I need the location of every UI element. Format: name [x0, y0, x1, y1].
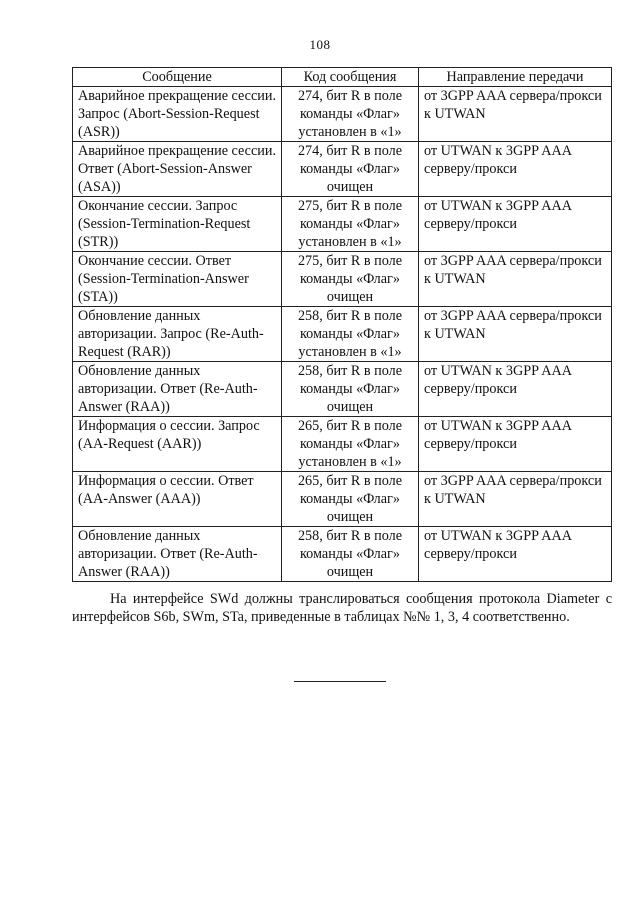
table-row: [73, 362, 612, 417]
direction-cell: от 3GPP AAA сервера/прокси к UTWAN: [419, 307, 612, 362]
message-cell: Информация о сессии. Ответ (AA-Answer (AAA)): [73, 472, 282, 527]
table-row: [73, 87, 612, 142]
code-cell: 274, бит R в поле команды «Флаг» установлен в «1»: [282, 87, 419, 142]
diameter-messages-table: [72, 67, 612, 582]
code-cell: 258, бит R в поле команды «Флаг» очищен: [282, 527, 419, 582]
code-cell: 265, бит R в поле команды «Флаг» установлен в «1»: [282, 417, 419, 472]
message-cell: Окончание сессии. Ответ (Session-Termination-Answer (STA)): [73, 252, 282, 307]
direction-cell: от 3GPP AAA сервера/прокси к UTWAN: [419, 472, 612, 527]
table-row: [73, 472, 612, 527]
page-number: 108: [309, 37, 331, 52]
message-cell: Аварийное прекращение сессии. Запрос (Abort-Session-Request (ASR)): [73, 87, 282, 142]
direction-cell: от UTWAN к 3GPP AAA серверу/прокси: [419, 527, 612, 582]
header-code: Код сообщения: [282, 68, 419, 87]
direction-cell: от 3GPP AAA сервера/прокси к UTWAN: [419, 252, 612, 307]
body-paragraph: На интерфейсе SWd должны транслироваться сообщения протокола Diameter с интерфейсов S6b, SWm, STa, приведенные в таблицах №№ 1, 3, 4 соответственно.: [72, 591, 612, 625]
table-row: [73, 252, 612, 307]
table-row: [73, 417, 612, 472]
direction-cell: от UTWAN к 3GPP AAA серверу/прокси: [419, 197, 612, 252]
table-row: [73, 197, 612, 252]
message-cell: Обновление данных авторизации. Ответ (Re-Auth-Answer (RAA)): [73, 527, 282, 582]
direction-cell: от 3GPP AAA сервера/прокси к UTWAN: [419, 87, 612, 142]
code-cell: 265, бит R в поле команды «Флаг» очищен: [282, 472, 419, 527]
header-message: Сообщение: [73, 68, 282, 87]
message-cell: Обновление данных авторизации. Запрос (Re-Auth-Request (RAR)): [73, 307, 282, 362]
table-row: [73, 527, 612, 582]
table-row: [73, 307, 612, 362]
direction-cell: от UTWAN к 3GPP AAA серверу/прокси: [419, 417, 612, 472]
message-cell: Информация о сессии. Запрос (AA-Request (AAR)): [73, 417, 282, 472]
message-cell: Аварийное прекращение сессии. Ответ (Abort-Session-Answer (ASA)): [73, 142, 282, 197]
direction-cell: от UTWAN к 3GPP AAA серверу/прокси: [419, 142, 612, 197]
table-header-row: [73, 68, 612, 87]
code-cell: 275, бит R в поле команды «Флаг» установлен в «1»: [282, 197, 419, 252]
message-cell: Окончание сессии. Запрос (Session-Termination-Request (STR)): [73, 197, 282, 252]
direction-cell: от UTWAN к 3GPP AAA серверу/прокси: [419, 362, 612, 417]
header-direction: Направление передачи: [419, 68, 612, 87]
table-row: [73, 142, 612, 197]
end-rule-divider: [294, 681, 386, 682]
code-cell: 275, бит R в поле команды «Флаг» очищен: [282, 252, 419, 307]
code-cell: 258, бит R в поле команды «Флаг» очищен: [282, 362, 419, 417]
code-cell: 258, бит R в поле команды «Флаг» установлен в «1»: [282, 307, 419, 362]
code-cell: 274, бит R в поле команды «Флаг» очищен: [282, 142, 419, 197]
message-cell: Обновление данных авторизации. Ответ (Re-Auth-Answer (RAA)): [73, 362, 282, 417]
